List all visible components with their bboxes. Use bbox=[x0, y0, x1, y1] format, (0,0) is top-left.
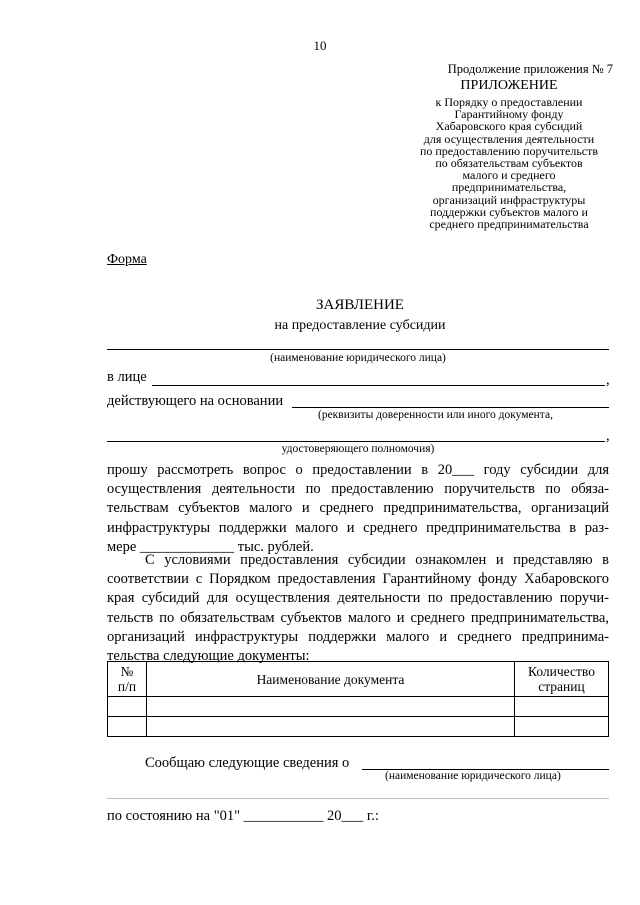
appendix-line: по обязательствам субъектов bbox=[435, 156, 583, 171]
appendix-description bbox=[405, 96, 613, 230]
documents-paragraph bbox=[107, 551, 609, 666]
table-cell[interactable] bbox=[108, 717, 147, 737]
column-header-number: № п/п bbox=[108, 662, 147, 697]
paragraph-line: С условиями предоставления субсидии ознакомлен и представляю в bbox=[145, 552, 609, 568]
info-entity-hint: (наименование юридического лица) bbox=[385, 770, 561, 782]
appendix-line: организаций инфраструктуры bbox=[432, 192, 586, 207]
table-cell[interactable] bbox=[147, 717, 515, 737]
page-number: 10 bbox=[313, 38, 327, 53]
comma: , bbox=[606, 428, 610, 444]
basis-hint: (реквизиты доверенности или иного документа, bbox=[318, 409, 553, 421]
appendix-continuation: Продолжение приложения № 7 bbox=[447, 62, 613, 76]
as-of-date-line[interactable]: по состоянию на "01" ___________ 20___ г.: bbox=[107, 808, 379, 824]
documents-table bbox=[107, 661, 609, 737]
appendix-title: ПРИЛОЖЕНИЕ bbox=[460, 78, 558, 93]
basis-label: действующего на основании bbox=[107, 393, 284, 409]
appendix-line: малого и среднего bbox=[462, 168, 556, 183]
in-person-label: в лице bbox=[107, 369, 147, 385]
paragraph-line: инфраструктуры поддержки малого и среднего предпринимательства в раз- bbox=[107, 519, 609, 536]
paragraph-line: прошу рассмотреть вопрос о предоставлении в 20___ году субсидии для bbox=[107, 462, 609, 478]
table-row bbox=[108, 717, 609, 737]
paragraph-line: соответствии с Порядком предоставления Гарантийному фонду Хабаровского bbox=[107, 571, 609, 588]
appendix-line: поддержки субъектов малого и bbox=[430, 204, 588, 219]
info-label: Сообщаю следующие сведения о bbox=[145, 755, 350, 771]
paragraph-line: осуществления деятельности по предоставлению поручительств по обяза- bbox=[107, 481, 609, 498]
paragraph-line: организаций инфраструктуры поддержки малого и среднего предпринима- bbox=[107, 628, 609, 645]
appendix-line: среднего предпринимательства bbox=[429, 217, 589, 232]
form-label: Форма bbox=[107, 252, 147, 267]
basis-field[interactable] bbox=[292, 407, 609, 408]
document-subtitle: на предоставление субсидии bbox=[274, 318, 446, 333]
divider bbox=[107, 798, 609, 799]
column-header-document-name: Наименование документа bbox=[147, 662, 515, 697]
authority-hint: удостоверяющего полномочия) bbox=[281, 443, 435, 455]
paragraph-line: тельствам субъектов малого и среднего предпринимательства, организаций bbox=[107, 500, 609, 517]
paragraph-line: тельств по обязательствам субъектов малого и среднего предпринимательства, bbox=[107, 609, 609, 626]
table-header-row bbox=[108, 662, 609, 697]
table-cell[interactable] bbox=[515, 697, 609, 717]
appendix-line: предпринимательства, bbox=[451, 180, 567, 195]
request-paragraph bbox=[107, 461, 609, 557]
appendix-line: по предоставлению поручительств bbox=[419, 143, 599, 158]
appendix-line: Гарантийному фонду bbox=[454, 107, 564, 122]
paragraph-line: края субсидий для осуществления деятельности по предоставлению поручи- bbox=[107, 590, 609, 607]
document-title: ЗАЯВЛЕНИЕ bbox=[316, 297, 404, 313]
table-cell[interactable] bbox=[147, 697, 515, 717]
paragraph-line: мере _____________ тыс. рублей. bbox=[107, 538, 314, 555]
representative-field[interactable] bbox=[152, 385, 605, 386]
appendix-line: к Порядку о предоставлении bbox=[435, 95, 583, 109]
appendix-line: для осуществления деятельности bbox=[423, 131, 595, 146]
authority-field[interactable] bbox=[107, 441, 605, 442]
table-row bbox=[108, 697, 609, 717]
comma: , bbox=[606, 372, 610, 388]
appendix-line: Хабаровского края субсидий bbox=[435, 119, 583, 134]
column-header-page-count: Количество страниц bbox=[515, 662, 609, 697]
legal-entity-hint: (наименование юридического лица) bbox=[270, 352, 446, 364]
table-cell[interactable] bbox=[515, 717, 609, 737]
paragraph-line: тельства следующие документы: bbox=[107, 648, 310, 665]
legal-entity-field[interactable] bbox=[107, 349, 609, 350]
table-cell[interactable] bbox=[108, 697, 147, 717]
